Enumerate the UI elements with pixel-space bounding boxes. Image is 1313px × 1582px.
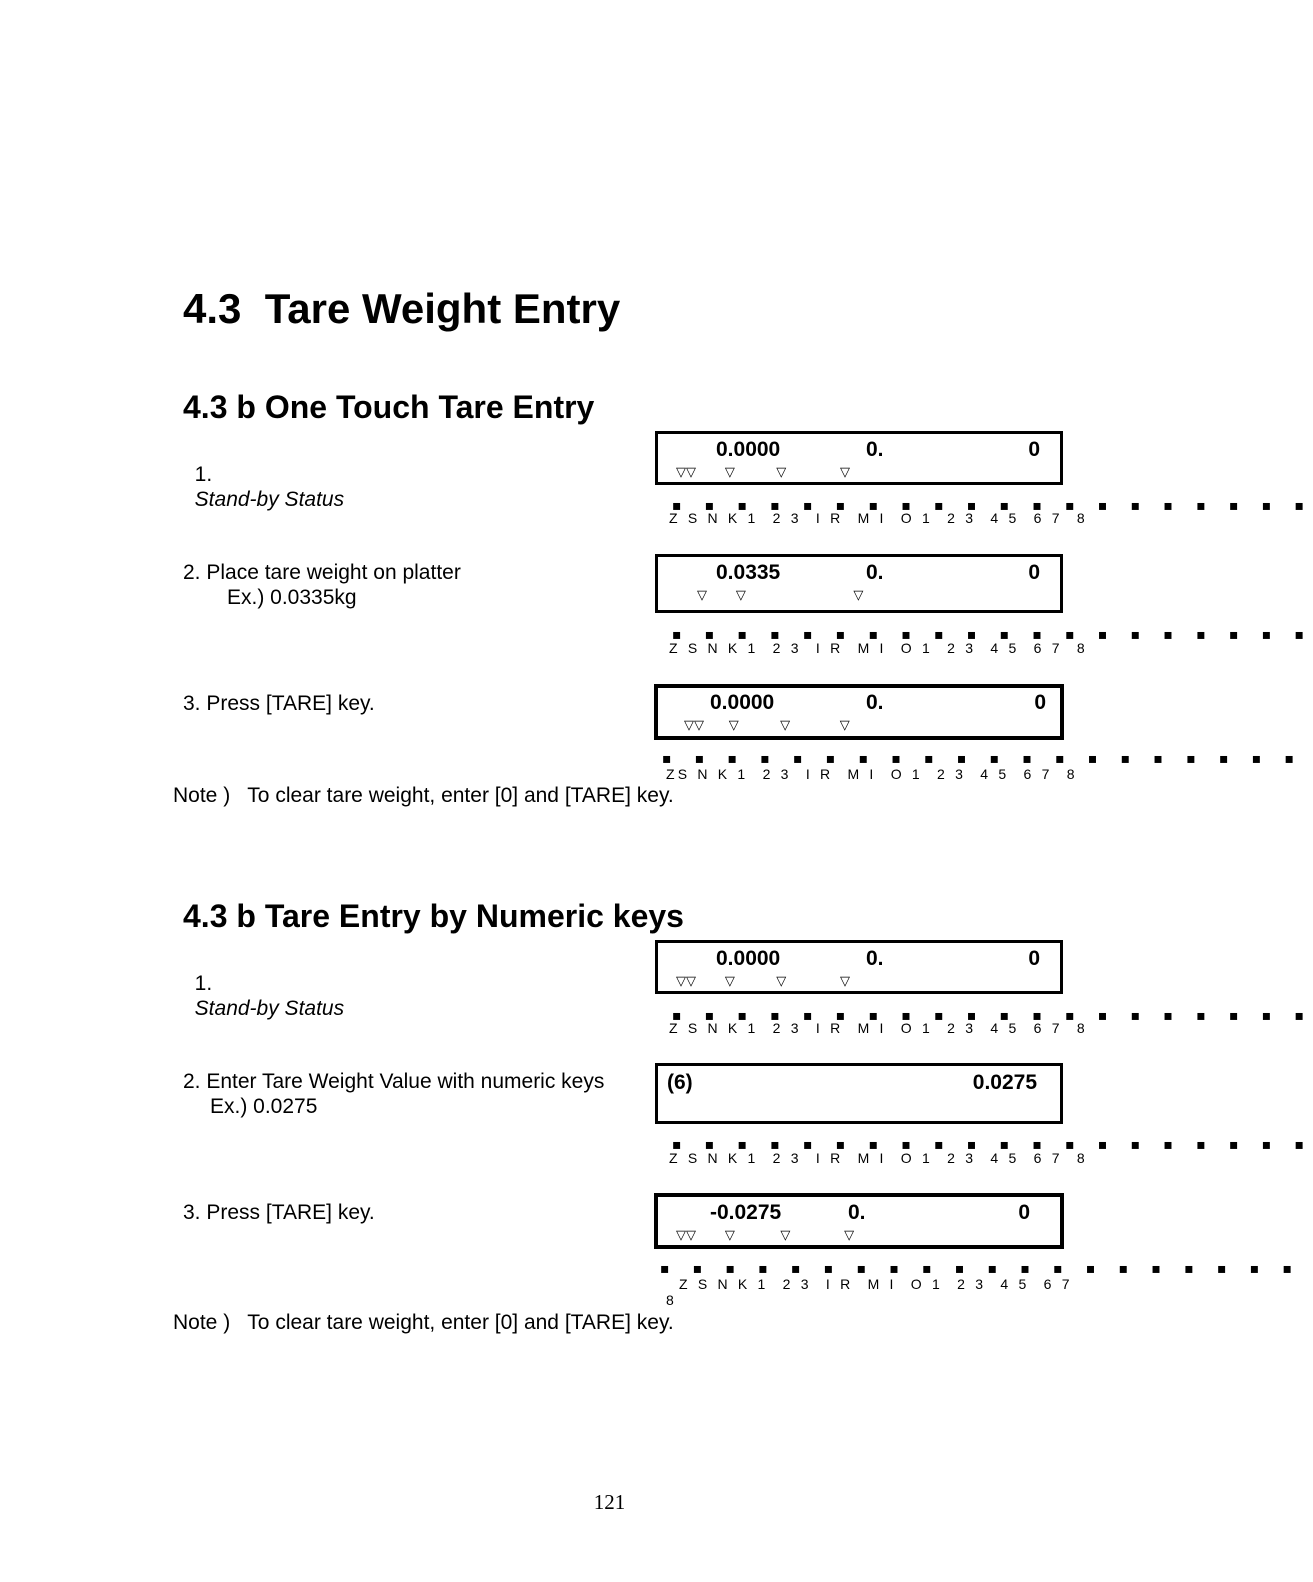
s1-d1-price: 0. [866,438,884,461]
s1-d3-weight: 0.0000 [710,691,775,714]
s1-note: Note ) To clear tare weight, enter [0] and [TARE] key. [173,784,674,807]
s2-d1-triangle-indicators: ▽▽ ▽ ▽ ▽ [676,974,850,989]
s2-d1-price: 0. [866,947,884,970]
s2-step2-example: Ex.) 0.0275 [210,1095,318,1118]
s1-display2 [655,554,1063,613]
s1-d3-indicator-legend: ZS N K 1 2 3 I R M I O 1 2 3 4 5 6 7 8 [666,766,1078,782]
s2-d3-price: 0. [848,1201,866,1224]
s2-step1-number: 1. [194,972,213,995]
s2-display2 [655,1063,1063,1124]
s1-step1-text: Stand-by Status [194,488,345,511]
section1-heading: 4.3 b One Touch Tare Entry [183,389,595,425]
s1-d2-indicator-dots: ▪ ▪ ▪ ▪ ▪ ▪ ▪ ▪ ▪ ▪ ▪ ▪ ▪ ▪ ▪ ▪ ▪ ▪ ▪ ▪ [672,627,1313,643]
s1-d3-price: 0. [866,691,884,714]
s2-display3 [654,1193,1064,1249]
s2-d3-triangle-indicators: ▽▽ ▽ ▽ ▽ [676,1228,855,1243]
s1-step2-text: 2. Place tare weight on platter [183,561,461,584]
s1-d1-indicator-legend: Z S N K 1 2 3 I R M I O 1 2 3 4 5 6 7 8 [669,510,1088,526]
s2-d3-indicator-legend: Z S N K 1 2 3 I R M I O 1 2 3 4 5 6 7 [679,1276,1073,1292]
s1-d3-total: 0 [1034,691,1046,714]
page-title: 4.3 Tare Weight Entry [183,285,621,332]
s1-d3-triangle-indicators: ▽▽ ▽ ▽ ▽ [684,718,850,733]
s1-d2-price: 0. [866,561,884,584]
s1-d2-indicator-legend: Z S N K 1 2 3 I R M I O 1 2 3 4 5 6 7 8 [669,640,1088,656]
s2-d2-entry-count: (6) [667,1071,693,1094]
s2-step2-text: 2. Enter Tare Weight Value with numeric keys [183,1070,605,1093]
s2-d1-weight: 0.0000 [716,947,781,970]
s1-display1 [655,431,1063,485]
s2-step1-text: Stand-by Status [194,997,345,1020]
s1-d1-weight: 0.0000 [716,438,781,461]
s1-step2-example: Ex.) 0.0335kg [227,586,357,609]
s2-d2-indicator-legend: Z S N K 1 2 3 I R M I O 1 2 3 4 5 6 7 8 [669,1150,1088,1166]
s1-d1-triangle-indicators: ▽▽ ▽ ▽ ▽ [676,465,850,480]
s1-display3 [654,684,1064,740]
s2-d1-total: 0 [1028,947,1040,970]
s2-d1-indicator-dots: ▪ ▪ ▪ ▪ ▪ ▪ ▪ ▪ ▪ ▪ ▪ ▪ ▪ ▪ ▪ ▪ ▪ ▪ ▪ ▪ [672,1008,1313,1024]
s2-note: Note ) To clear tare weight, enter [0] and [TARE] key. [173,1311,674,1334]
s1-d1-indicator-dots: ▪ ▪ ▪ ▪ ▪ ▪ ▪ ▪ ▪ ▪ ▪ ▪ ▪ ▪ ▪ ▪ ▪ ▪ ▪ ▪ [672,498,1313,514]
s2-step1 [183,946,344,1021]
s1-d3-indicator-dots: ▪ ▪ ▪ ▪ ▪ ▪ ▪ ▪ ▪ ▪ ▪ ▪ ▪ ▪ ▪ ▪ ▪ ▪ ▪ ▪ [662,751,1304,767]
s2-d3-indicator-legend-wrap: 8 [666,1292,677,1308]
s1-step3-text: 3. Press [TARE] key. [183,692,375,715]
s2-display1 [655,940,1063,994]
section2-heading: 4.3 b Tare Entry by Numeric keys [183,898,684,934]
s1-step1-number: 1. [194,463,213,486]
page-number: 121 [593,1490,626,1514]
s1-d1-total: 0 [1028,438,1040,461]
s1-d2-weight: 0.0335 [716,561,781,584]
s2-d1-indicator-legend: Z S N K 1 2 3 I R M I O 1 2 3 4 5 6 7 8 [669,1020,1088,1036]
s2-d2-entry-value: 0.0275 [972,1071,1037,1094]
s2-step3-text: 3. Press [TARE] key. [183,1201,375,1224]
s1-d2-total: 0 [1028,561,1040,584]
s1-d2-triangle-indicators: ▽ ▽ ▽ [697,588,864,603]
s1-step1 [183,437,344,512]
s2-d3-indicator-dots: ▪ ▪ ▪ ▪ ▪ ▪ ▪ ▪ ▪ ▪ ▪ ▪ ▪ ▪ ▪ ▪ ▪ ▪ ▪ ▪ [660,1261,1302,1277]
s2-d3-total: 0 [1018,1201,1030,1224]
s2-d3-weight: -0.0275 [710,1201,782,1224]
s2-d2-indicator-dots: ▪ ▪ ▪ ▪ ▪ ▪ ▪ ▪ ▪ ▪ ▪ ▪ ▪ ▪ ▪ ▪ ▪ ▪ ▪ ▪ [672,1137,1313,1153]
